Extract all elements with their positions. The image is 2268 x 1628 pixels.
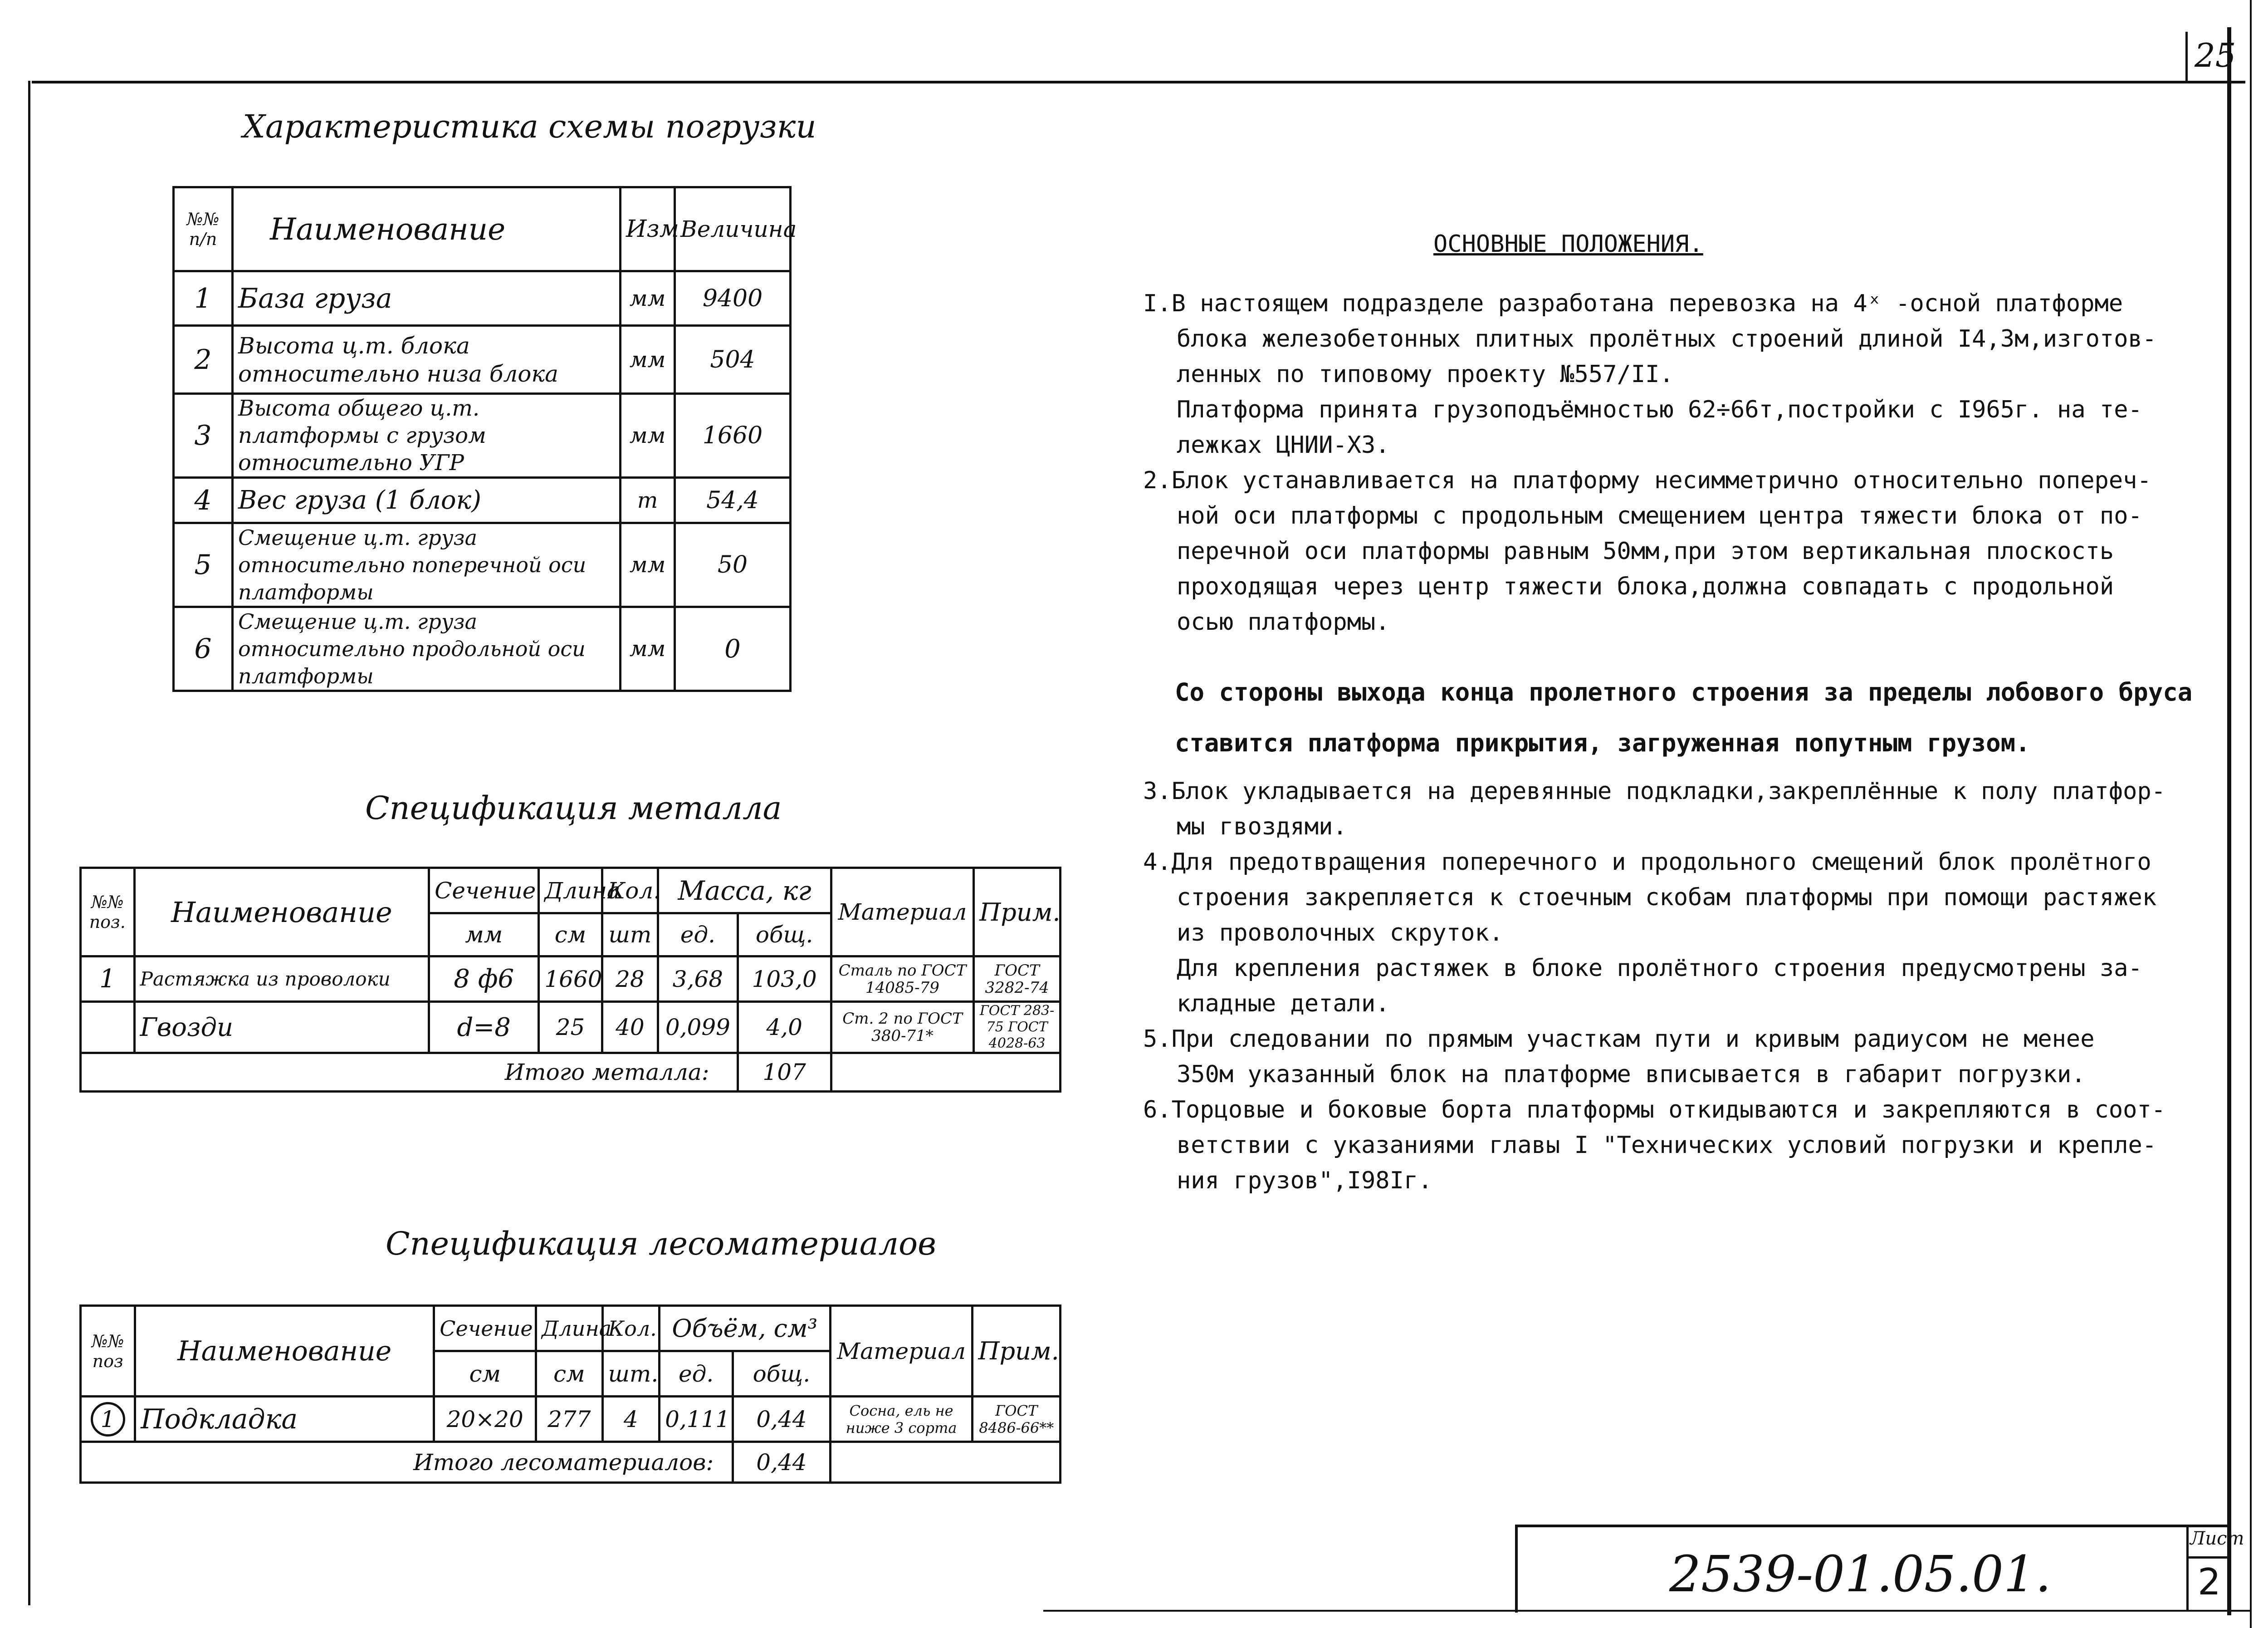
paragraph-2-line-1: 2.Блок устанавливается на платформу несимметрично относительно попереч- [1143,467,2151,494]
page-number: 25 [2195,36,2236,74]
paragraph-1-line-3: ленных по типовому проекту №557/II. [1177,361,1674,388]
header-value: Величина [675,187,791,271]
row-material: Ст. 2 по ГОСТ 380-71* [831,1002,973,1053]
row-num [81,1002,135,1053]
row-num: 4 [174,478,233,523]
header-qty-unit: шт. [602,1351,660,1397]
main-heading: ОСНОВНЫЕ ПОЛОЖЕНИЯ. [1433,230,1703,258]
paragraph-4-line-1: 4.Для предотвращения поперечного и продольного смещений блок пролётного [1143,848,2151,876]
row-unit: мм [621,523,675,607]
metal-spec-title: Спецификация металла [365,789,782,827]
title-block-divider [2186,1525,2189,1610]
table-row [174,523,791,607]
paragraph-6-line-2: ветствии с указаниями главы I "Технических условий погрузки и крепле- [1177,1132,2157,1159]
header-note: Прим. [973,1306,1061,1397]
row-value: 504 [675,326,791,394]
total-label: Итого лесоматериалов: [81,1442,733,1483]
row-qty: 4 [602,1397,660,1442]
paragraph-2-line-5: осью платформы. [1177,608,1390,636]
row-num: 1 [174,271,233,326]
row-name: Высота общего ц.т. платформы с грузом относительно УГР [233,394,621,478]
paragraph-5-line-1: 5.При следовании по прямым участкам пути и кривым радиусом не менее [1143,1025,2095,1053]
header-name: Наименование [233,187,621,271]
paragraph-3-line-1: 3.Блок укладывается на деревянные подкладки,закреплённые к полу платфор- [1143,778,2166,805]
table-row [174,478,791,523]
total-empty [831,1053,1060,1092]
row-num: 1 [81,956,135,1002]
metal-spec-table [79,867,1061,1093]
header-section-unit: см [434,1351,536,1397]
row-num: 5 [174,523,233,607]
paragraph-1-line-5: лежках ЦНИИ-Х3. [1177,432,1390,459]
header-mass-total: общ. [738,913,831,956]
paragraph-2-line-3: перечной оси платформы равным 50мм,при этом вертикальная плоскость [1177,538,2114,565]
row-section: d=8 [429,1002,539,1053]
paragraph-5-line-2: 350м указанный блок на платформе вписывается в габарит погрузки. [1177,1061,2086,1088]
row-unit: мм [621,394,675,478]
header-volume-unit: ед. [660,1351,733,1397]
position-circle: 1 [91,1402,125,1437]
sheet-frame-right-outer [2250,0,2252,1628]
header-qty: Кол. [602,1306,660,1351]
table-row [81,1002,1061,1053]
row-length: 1660 [539,956,602,1002]
table-header-row [174,187,791,271]
row-section: 8 ф6 [429,956,539,1002]
paragraph-4-line-3: из проволочных скруток. [1177,919,1504,946]
paragraph-2-line-4: проходящая через центр тяжести блока,должна совпадать с продольной [1177,573,2114,600]
sheet-number: 2 [2198,1561,2221,1603]
row-name: Вес груза (1 блок) [233,478,621,523]
row-value: 1660 [675,394,791,478]
header-volume-total: общ. [733,1351,830,1397]
main-text-block [1143,286,2204,640]
header-length: Длина [539,868,602,913]
extra-line-2: ставится платформа прикрытия, загруженная попутным грузом. [1175,729,2030,757]
paragraph-4-line-5: кладные детали. [1177,990,1390,1017]
header-length-unit: см [539,913,602,956]
row-name: Гвозди [134,1002,429,1053]
sheet-frame-top [32,81,2245,83]
row-material: Сталь по ГОСТ 14085-79 [831,956,973,1002]
row-material: Сосна, ель не ниже 3 сорта [830,1397,973,1442]
timber-spec-table [79,1304,1061,1484]
row-num [81,1397,135,1442]
header-name: Наименование [135,1306,434,1397]
row-mass: 3,68 [658,956,738,1002]
row-volume-total: 0,44 [733,1397,830,1442]
timber-spec-title: Спецификация лесоматериалов [386,1225,936,1262]
row-unit: мм [621,326,675,394]
paragraph-1-line-4: Платформа принята грузоподъёмностью 62÷66т,постройки с I965г. на те- [1177,396,2142,423]
table-row [174,326,791,394]
total-empty [830,1442,1060,1483]
header-length-unit: см [536,1351,602,1397]
paragraph-4-line-4: Для крепления растяжек в блоке пролётного строения предусмотрены за- [1177,955,2142,982]
row-value: 9400 [675,271,791,326]
row-name: Высота ц.т. блока относительно низа блока [233,326,621,394]
header-num: №№ п/п [174,187,233,271]
table-total-row [81,1442,1061,1483]
table-header-row [81,1306,1061,1351]
extra-paragraph [1175,667,2218,769]
row-name: База груза [233,271,621,326]
table-row [81,1397,1061,1442]
sheet-box-divider [2186,1556,2227,1559]
row-note: ГОСТ 8486-66** [973,1397,1061,1442]
sheet-frame-left [28,81,30,1605]
row-qty: 40 [602,1002,658,1053]
header-qty: Кол. [602,868,658,913]
row-value: 54,4 [675,478,791,523]
header-mass-unit: ед. [658,913,738,956]
table-row [174,271,791,326]
row-num: 2 [174,326,233,394]
table-row [81,956,1061,1002]
header-mass: Масса, кг [658,868,831,913]
paragraph-1-line-1: I.В настоящем подразделе разработана перевозка на 4ˣ -осной платформе [1143,290,2123,317]
header-num: №№ поз. [81,868,135,956]
row-unit: мм [621,271,675,326]
paragraph-6-line-1: 6.Торцовые и боковые борта платформы откидываются и закрепляются в соот- [1143,1096,2166,1123]
header-section: Сечение [429,868,539,913]
row-unit: т [621,478,675,523]
header-volume: Объём, см³ [660,1306,831,1351]
row-qty: 28 [602,956,658,1002]
row-volume: 0,111 [660,1397,733,1442]
loading-scheme-table [172,186,797,692]
sheet-frame-right [2227,27,2231,1615]
total-value: 0,44 [733,1442,830,1483]
total-label: Итого металла: [81,1053,738,1092]
row-note: ГОСТ 283-75 ГОСТ 4028-63 [974,1002,1061,1053]
row-name: Подкладка [135,1397,434,1442]
row-name: Смещение ц.т. груза относительно поперечной оси платформы [233,523,621,607]
paragraph-4-line-2: строения закрепляется к стоечным скобам платформы при помощи растяжек [1177,884,2157,911]
paragraph-3-line-2: мы гвоздями. [1177,813,1347,840]
row-length: 25 [539,1002,602,1053]
doc-code: 2539-01.05.01. [1669,1545,2051,1603]
paragraph-6-line-3: ния грузов",I98Iг. [1177,1167,1432,1194]
header-material: Материал [830,1306,973,1397]
table-row [174,607,791,691]
paragraph-1-line-2: блока железобетонных плитных пролётных строений длиной I4,3м,изготов- [1177,325,2157,353]
row-value: 50 [675,523,791,607]
header-qty-unit: шт [602,913,658,956]
header-unit: Изм [621,187,675,271]
table-total-row [81,1053,1061,1092]
row-length: 277 [536,1397,602,1442]
header-section: Сечение [434,1306,536,1351]
row-section: 20×20 [434,1397,536,1442]
header-section-unit: мм [429,913,539,956]
header-length: Длина [536,1306,602,1351]
header-material: Материал [831,868,973,956]
row-unit: мм [621,607,675,691]
table-row [174,394,791,478]
row-mass-total: 4,0 [738,1002,831,1053]
row-num: 3 [174,394,233,478]
paragraph-2-line-2: ной оси платформы с продольным смещением центра тяжести блока от по- [1177,502,2142,530]
row-mass-total: 103,0 [738,956,831,1002]
header-name: Наименование [134,868,429,956]
header-num: №№ поз [81,1306,135,1397]
table-header-row [81,868,1061,913]
header-note: Прим. [974,868,1061,956]
row-name: Растяжка из проволоки [134,956,429,1002]
row-name: Смещение ц.т. груза относительно продольной оси платформы [233,607,621,691]
row-mass: 0,099 [658,1002,738,1053]
row-value: 0 [675,607,791,691]
row-note: ГОСТ 3282-74 [974,956,1061,1002]
loading-scheme-title: Характеристика схемы погрузки [243,108,816,145]
total-value: 107 [738,1053,831,1092]
bottom-line [1043,1610,2250,1612]
main-text-block-2 [1143,774,2204,1198]
row-num: 6 [174,607,233,691]
sheet-label: Лист [2190,1528,2244,1549]
extra-line-1: Со стороны выхода конца пролетного строения за пределы лобового бруса [1175,678,2193,706]
